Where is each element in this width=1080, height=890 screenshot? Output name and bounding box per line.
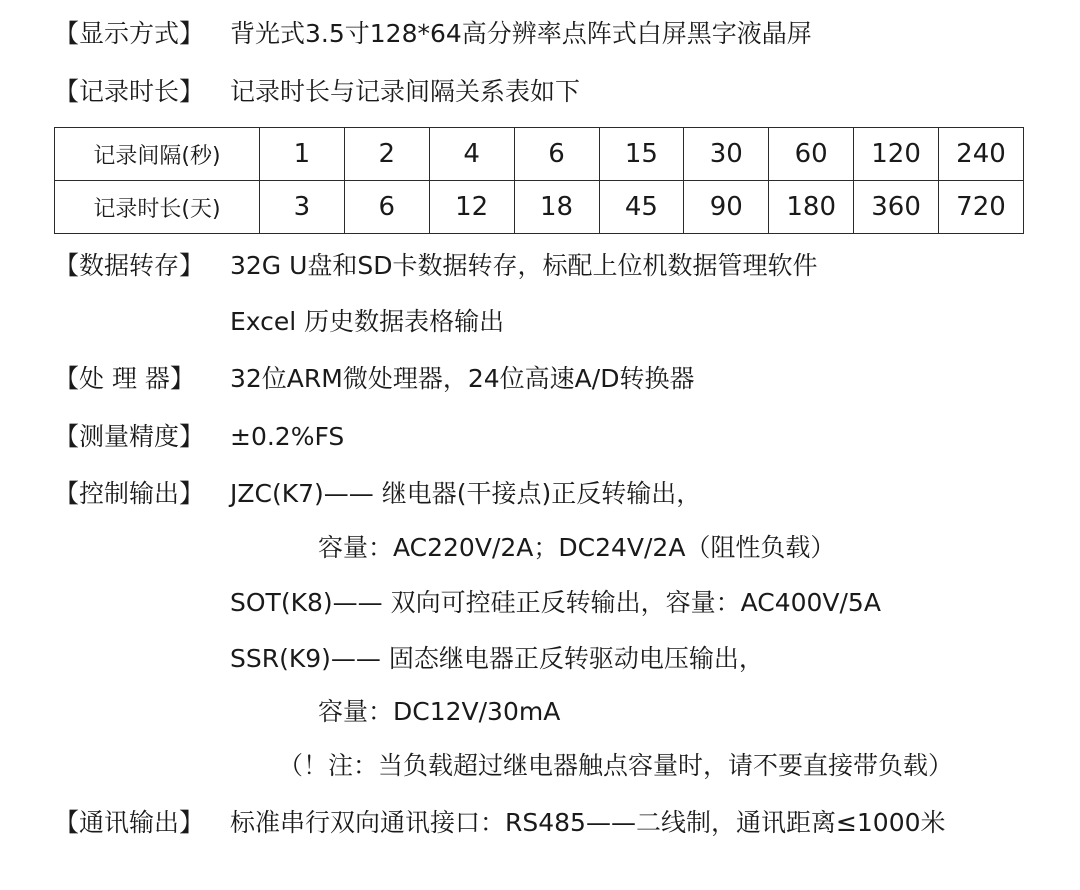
spec-detail-sot-output: SOT(K8)—— 双向可控硅正反转输出，容量：AC400V/5A [230, 588, 881, 617]
spec-label-data-transfer: 【数据转存】 [54, 251, 205, 280]
spec-value-record-duration: 记录时长与记录间隔关系表如下 [230, 76, 581, 106]
spec-row-data-transfer [54, 248, 1080, 284]
spec-label-processor: 【处 理 器】 [54, 364, 195, 393]
record-interval-table [54, 127, 1024, 234]
spec-value-data-transfer: 32G U盘和SD卡数据转存，标配上位机数据管理软件 [230, 251, 818, 280]
spec-label-control-output: 【控制输出】 [54, 479, 205, 508]
table-row [55, 181, 1024, 234]
spec-row-control-output [54, 476, 1080, 512]
table-cell-duration-2: 6 [344, 181, 429, 234]
table-cell-interval-2: 2 [344, 128, 429, 181]
table-cell-duration-3: 12 [429, 181, 514, 234]
spec-detail-excel-output: Excel 历史数据表格输出 [230, 306, 505, 336]
table-cell-duration-5: 45 [599, 181, 684, 234]
table-cell-interval-3: 4 [429, 128, 514, 181]
spec-label-communication-output: 【通讯输出】 [54, 808, 205, 837]
spec-row-communication-output [54, 805, 1080, 841]
table-cell-duration-1: 3 [260, 181, 345, 234]
spec-value-processor: 32位ARM微处理器，24位高速A/D转换器 [230, 364, 695, 393]
table-cell-interval-7: 60 [769, 128, 854, 181]
table-cell-duration-8: 360 [854, 181, 939, 234]
spec-row-processor [54, 361, 1080, 397]
table-cell-interval-8: 120 [854, 128, 939, 181]
table-cell-duration-7: 180 [769, 181, 854, 234]
table-cell-duration-6: 90 [684, 181, 769, 234]
table-row-header-interval: 记录间隔(秒) [55, 128, 260, 181]
record-interval-table-wrapper [54, 127, 1024, 234]
table-cell-duration-9: 720 [939, 181, 1024, 234]
table-cell-interval-4: 6 [514, 128, 599, 181]
table-cell-interval-6: 30 [684, 128, 769, 181]
spec-value-display: 背光式3.5寸128*64高分辨率点阵式白屏黑字液晶屏 [230, 19, 812, 48]
spec-detail-jzc-capacity: 容量：AC220V/2A；DC24V/2A（阻性负载） [318, 532, 836, 562]
table-row-header-duration: 记录时长(天) [55, 181, 260, 234]
table-cell-duration-4: 18 [514, 181, 599, 234]
spec-value-control-output: JZC(K7)—— 继电器(干接点)正反转输出， [230, 479, 702, 508]
spec-label-record-duration: 【记录时长】 [54, 76, 205, 106]
spec-row-display [54, 16, 1080, 52]
spec-label-display: 【显示方式】 [54, 19, 205, 48]
table-row [55, 128, 1024, 181]
spec-row-record-duration [54, 74, 1080, 110]
table-cell-interval-5: 15 [599, 128, 684, 181]
spec-value-communication-output: 标准串行双向通讯接口：RS485——二线制，通讯距离≤1000米 [230, 808, 946, 837]
spec-row-accuracy [54, 419, 1080, 455]
table-cell-interval-1: 1 [260, 128, 345, 181]
spec-detail-ssr-output: SSR(K9)—— 固态继电器正反转驱动电压输出， [230, 643, 764, 673]
table-cell-interval-9: 240 [939, 128, 1024, 181]
spec-label-accuracy: 【测量精度】 [54, 421, 205, 451]
spec-detail-load-note: （！注：当负载超过继电器触点容量时，请不要直接带负载） [278, 750, 954, 780]
spec-detail-ssr-capacity: 容量：DC12V/30mA [318, 697, 561, 726]
spec-value-accuracy: ±0.2%FS [230, 421, 345, 451]
